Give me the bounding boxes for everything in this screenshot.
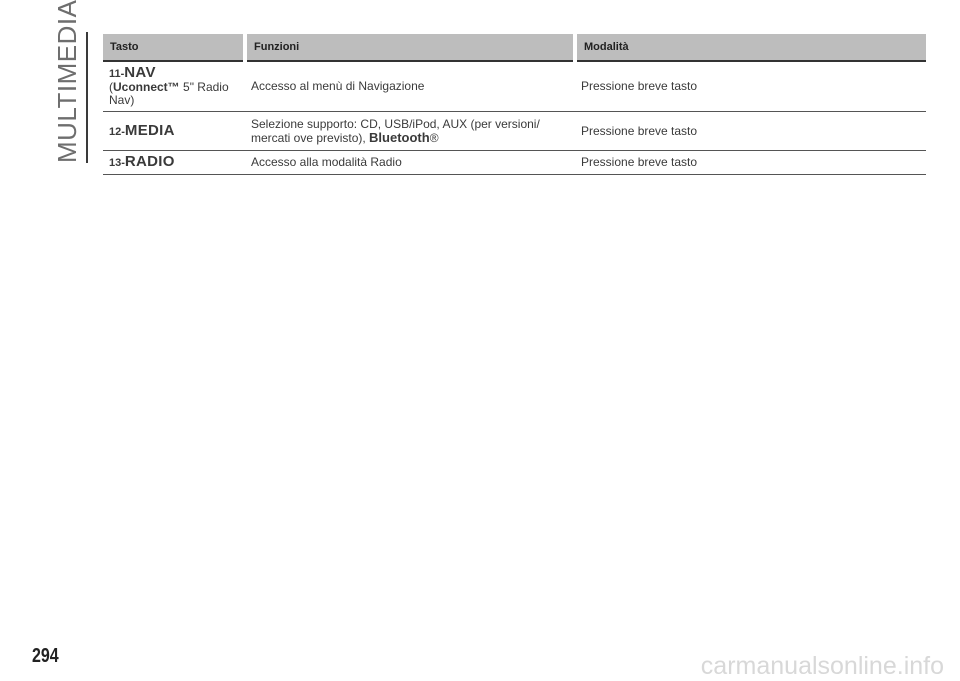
function-cell <box>245 151 575 175</box>
table-row <box>103 151 926 175</box>
mode-text: Pressione breve tasto <box>581 155 698 169</box>
key-cell <box>103 112 245 151</box>
mode-text: Pressione breve tasto <box>581 123 698 138</box>
header-functions: Funzioni <box>245 34 575 61</box>
mode-cell <box>575 151 926 175</box>
key-name: NAV <box>124 64 156 81</box>
key-name: MEDIA <box>124 121 175 139</box>
function-text: Accesso alla modalità Radio <box>251 155 402 169</box>
function-cell <box>245 61 575 112</box>
key-note-rest: 5" Radio Nav) <box>109 80 229 107</box>
function-cell <box>245 112 575 151</box>
table-row <box>103 61 926 112</box>
table-header-row <box>103 34 926 61</box>
key-cell <box>103 61 245 112</box>
page-number: 294 <box>32 645 59 667</box>
function-text: Selezione supporto: CD, USB/iPod, AUX (per versioni/ mercati ove previsto), <box>251 116 540 145</box>
mode-cell <box>575 61 926 112</box>
key-cell <box>103 151 245 175</box>
section-divider <box>86 32 88 163</box>
function-bold-text: Bluetooth <box>369 129 430 145</box>
header-key: Tasto <box>103 34 245 61</box>
key-number: 13- <box>109 157 125 169</box>
function-text: Accesso al menù di Navigazione <box>251 79 425 93</box>
header-mode: Modalità <box>575 34 926 61</box>
mode-text: Pressione breve tasto <box>581 79 698 93</box>
key-name: RADIO <box>124 153 175 170</box>
key-functions-table <box>103 34 926 175</box>
key-number: 11- <box>109 68 125 80</box>
watermark: carmanualsonline.info <box>700 652 944 680</box>
key-note-open: ( <box>109 80 113 94</box>
key-number: 12- <box>109 125 125 138</box>
key-note-brand: Uconnect™ <box>113 80 180 94</box>
table-row <box>103 112 926 151</box>
section-title: MULTIMEDIA <box>52 0 82 163</box>
function-suffix: ® <box>429 130 439 145</box>
mode-cell <box>575 112 926 151</box>
